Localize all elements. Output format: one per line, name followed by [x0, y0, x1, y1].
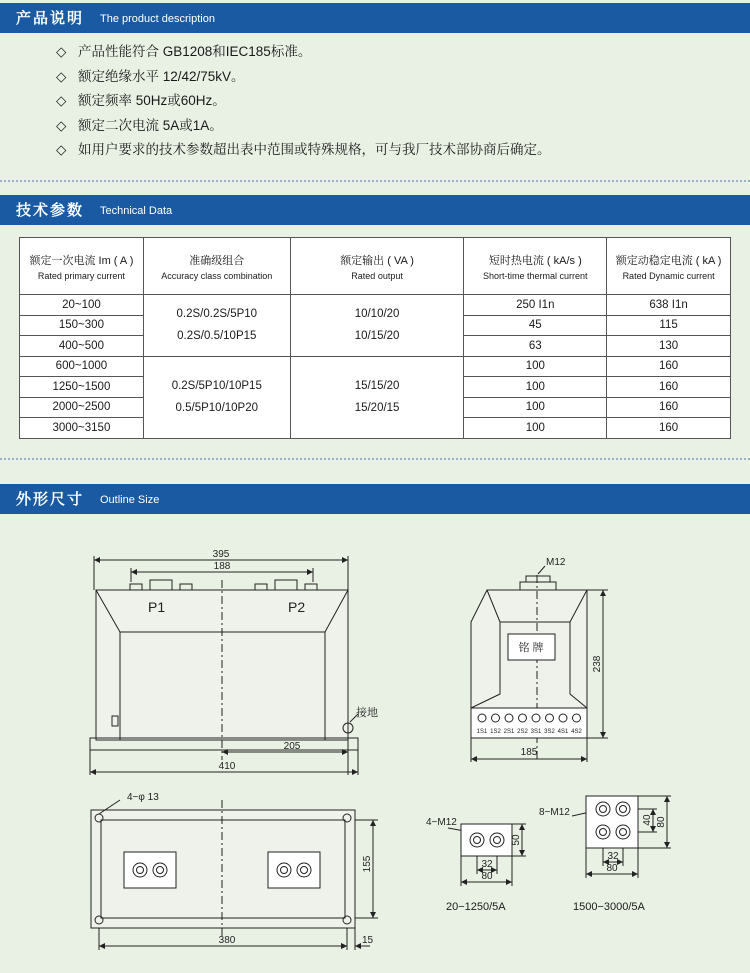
tech-title-cn: 技术参数 [16, 201, 85, 219]
dim-80-small: 80 [481, 871, 493, 882]
table-header-row [20, 238, 731, 295]
table-row: 3000~3150 100 160 [20, 418, 731, 439]
dim-410: 410 [218, 761, 236, 772]
header-rated-output: 额定输出 ( VA ) Rated output [290, 238, 464, 295]
dim-205: 205 [283, 741, 301, 752]
outline-title-en: Outline Size [100, 494, 160, 506]
list-item: ◇ 额定频率 50Hz或60Hz。 [56, 93, 226, 108]
dim-40: 40 [642, 814, 653, 826]
product-description-list [56, 40, 551, 163]
small-terminal-caption: 20−1250/5A [446, 901, 506, 913]
header-dynamic-current: 额定动稳定电流 ( kA ) Rated Dynamic current [607, 238, 731, 295]
table-row: 400~500 63 130 [20, 336, 731, 357]
header-rated-primary-current: 额定一次电流 Im ( A ) Rated primary current [20, 238, 144, 295]
technical-data-header [0, 195, 750, 225]
dim-395: 395 [212, 549, 230, 560]
dim-185: 185 [520, 747, 538, 758]
table-row: 150~300 45 115 [20, 315, 731, 336]
secondary-terminal-label: 3S2 [544, 729, 555, 735]
secondary-terminal-label: 1S2 [490, 729, 501, 735]
dim-32-small: 32 [481, 859, 493, 870]
diamond-bullet-icon: ◇ [56, 117, 67, 133]
section-divider [0, 458, 750, 460]
nameplate-label: 铭 牌 [518, 642, 544, 654]
dim-80-large: 80 [606, 863, 618, 874]
dim-188: 188 [213, 561, 231, 572]
dim-238: 238 [592, 655, 603, 673]
section-divider [0, 180, 750, 182]
side-view-drawing [471, 557, 608, 762]
list-item: ◇ 产品性能符合 GB1208和IEC185标准。 [56, 44, 312, 59]
terminal-detail-small [426, 817, 526, 886]
terminal-p2-label: P2 [288, 599, 306, 615]
table-row: 600~1000 0.2S/5P10/10P15 0.5/5P10/10P20 15/15/20 15/20/15 100 160 [20, 356, 731, 377]
product-description-header [0, 3, 750, 33]
product-title-cn: 产品说明 [16, 9, 85, 27]
secondary-terminal-label: 1S1 [476, 729, 488, 735]
header-accuracy-class: 准确级组合 Accuracy class combination [143, 238, 290, 295]
tech-title-en: Technical Data [100, 205, 173, 217]
diamond-bullet-icon: ◇ [56, 142, 67, 157]
list-item: ◇ 额定二次电流 5A或1A。 [56, 117, 223, 133]
diamond-bullet-icon: ◇ [56, 44, 67, 59]
large-terminal-caption: 1500−3000/5A [573, 901, 645, 913]
technical-data-table [19, 237, 731, 439]
table-row: 2000~2500 100 160 [20, 397, 731, 418]
outline-title-cn: 外形尺寸 [16, 490, 85, 508]
secondary-terminal-label: 4S2 [571, 729, 582, 735]
secondary-terminal-label: 3S1 [530, 729, 542, 735]
terminal-p1-label: P1 [148, 599, 166, 615]
ground-label: 接地 [356, 707, 378, 719]
table-row: 20~100 0.2S/0.2S/5P10 0.2S/0.5/10P15 10/10/20 10/15/20 250 I1n 638 I1n [20, 295, 731, 316]
large-thread-label: 8−M12 [539, 807, 570, 818]
small-thread-label: 4−M12 [426, 817, 457, 828]
secondary-terminal-label: 2S2 [517, 729, 528, 735]
dim-15: 15 [362, 935, 374, 946]
outline-size-header [0, 484, 750, 514]
diamond-bullet-icon: ◇ [56, 68, 67, 84]
list-item: ◇ 额定绝缘水平 12/42/75kV。 [56, 68, 245, 84]
secondary-terminal-label: 4S1 [557, 729, 569, 735]
diamond-bullet-icon: ◇ [56, 93, 67, 108]
dim-32-large: 32 [607, 851, 619, 862]
dim-50: 50 [511, 834, 522, 846]
dim-380: 380 [218, 935, 236, 946]
table-row: 1250~1500 100 160 [20, 377, 731, 398]
dim-155: 155 [362, 855, 373, 873]
mounting-hole-label: 4−φ 13 [127, 792, 159, 803]
terminal-detail-large [539, 796, 671, 878]
list-item: ◇ 如用户要求的技术参数超出表中范围或特殊规格，可与我厂技术部协商后确定。 [56, 142, 551, 157]
top-view-drawing [91, 792, 378, 950]
dim-80-vertical: 80 [656, 816, 667, 828]
secondary-terminal-label: 2S1 [503, 729, 515, 735]
product-title-en: The product description [100, 13, 215, 25]
header-thermal-current: 短时热电流 ( kA/s ) Short-time thermal current [464, 238, 607, 295]
m12-label: M12 [546, 557, 566, 568]
front-view-drawing [90, 549, 378, 775]
